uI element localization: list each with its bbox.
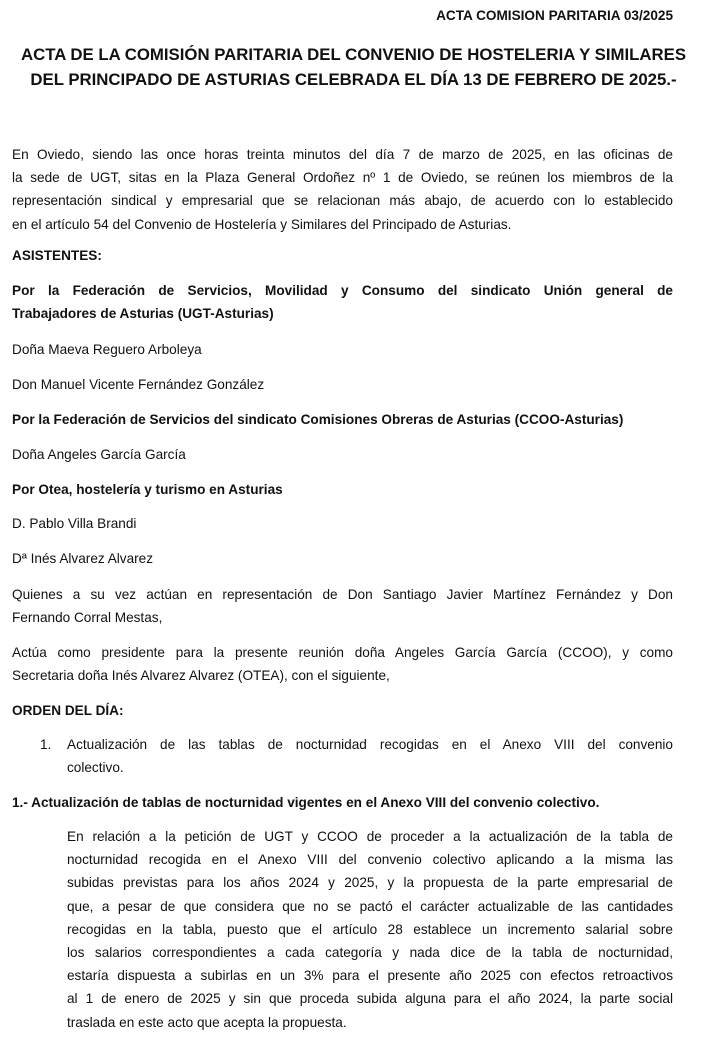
orden-item-text — [67, 733, 673, 779]
orden-item-number: 1. — [40, 737, 52, 752]
text-line: representación sindical y empresarial que se relacionan más abajo, de acuerdo con lo establecido — [12, 193, 673, 209]
intro-paragraph — [12, 143, 673, 236]
ugt-heading — [12, 279, 673, 325]
attendee: Don Manuel Vicente Fernández González — [12, 377, 265, 392]
president-paragraph — [12, 641, 673, 687]
text-line: en el artículo 54 del Convenio de Hostelería y Similares del Principado de Asturias. — [12, 216, 512, 232]
ccoo-heading: Por la Federación de Servicios del sindicato Comisiones Obreras de Asturias (CCOO-Asturias) — [12, 412, 624, 427]
asistentes-label: ASISTENTES: — [12, 248, 102, 263]
text-line: traslada en este acto que acepta la propuesta. — [67, 1014, 347, 1030]
text-line: Secretaria doña Inés Alvarez Alvarez (OTEA), con el siguiente, — [12, 668, 390, 684]
attendee: D. Pablo Villa Brandi — [12, 516, 137, 531]
text-line: En relación a la petición de UGT y CCOO de proceder a la actualización de la tabla de — [67, 829, 673, 844]
text-line: recogidas en la tabla, puesto que el artículo 28 establece un incremento salarial sobre — [67, 921, 673, 937]
text-line: colectivo. — [67, 760, 124, 776]
document-title-line-1: ACTA DE LA COMISIÓN PARITARIA DEL CONVENIO DE HOSTELERIA Y SIMILARES — [20, 45, 687, 64]
text-line: nocturnidad recogida en el Anexo VIII del convenio colectivo aplicando a la misma las — [67, 852, 673, 868]
text-line: Fernando Corral Mestas, — [12, 610, 163, 626]
orden-label: ORDEN DEL DÍA: — [12, 703, 124, 718]
text-line: al 1 de enero de 2025 y sin que proceda subida alguna para el año 2024, la parte social — [67, 991, 673, 1007]
section1-body — [67, 825, 673, 1034]
text-line: la sede de UGT, sitas en la Plaza General Ordoñez nº 1 de Oviedo, se reúnen los miembros de la — [12, 170, 673, 186]
text-line: En Oviedo, siendo las once horas treinta minutos del día 7 de marzo de 2025, en las oficinas de — [12, 147, 673, 162]
attendee: Dª Inés Alvarez Alvarez — [12, 551, 154, 566]
text-line: Por la Federación de Servicios, Movilidad y Consumo del sindicato Unión general de — [12, 283, 673, 298]
text-line: estaría dispuesta a subirlas en un 3% para el presente año 2025 con efectos retroactivos — [67, 968, 673, 984]
representation-paragraph — [12, 583, 673, 629]
attendee: Doña Angeles García García — [12, 447, 186, 462]
text-line: Actúa como presidente para la presente reunión doña Angeles García García (CCOO), y como — [12, 645, 673, 660]
text-line: Actualización de las tablas de nocturnidad recogidas en el Anexo VIII del convenio — [67, 737, 673, 752]
text-line: Quienes a su vez actúan en representación de Don Santiago Javier Martínez Fernández y Don — [12, 587, 673, 602]
text-line: subidas previstas para los años 2024 y 2025, y la propuesta de la parte empresarial de — [67, 875, 673, 891]
text-line: los salarios correspondientes a cada categoría y nada dice de la tabla de nocturnidad, — [67, 945, 673, 961]
section1-heading: 1.- Actualización de tablas de nocturnidad vigentes en el Anexo VIII del convenio colectivo. — [12, 795, 600, 810]
attendee: Doña Maeva Reguero Arboleya — [12, 342, 202, 357]
document-title-line-2: DEL PRINCIPADO DE ASTURIAS CELEBRADA EL DÍA 13 DE FEBRERO DE 2025.- — [30, 70, 677, 89]
text-line: Trabajadores de Asturias (UGT-Asturias) — [12, 306, 274, 322]
otea-heading: Por Otea, hostelería y turismo en Asturias — [12, 482, 283, 497]
text-line: que, a pesar de que considera que no se pactó el carácter actualizable de las cantidades — [67, 898, 673, 914]
document-reference: ACTA COMISION PARITARIA 03/2025 — [436, 8, 673, 23]
